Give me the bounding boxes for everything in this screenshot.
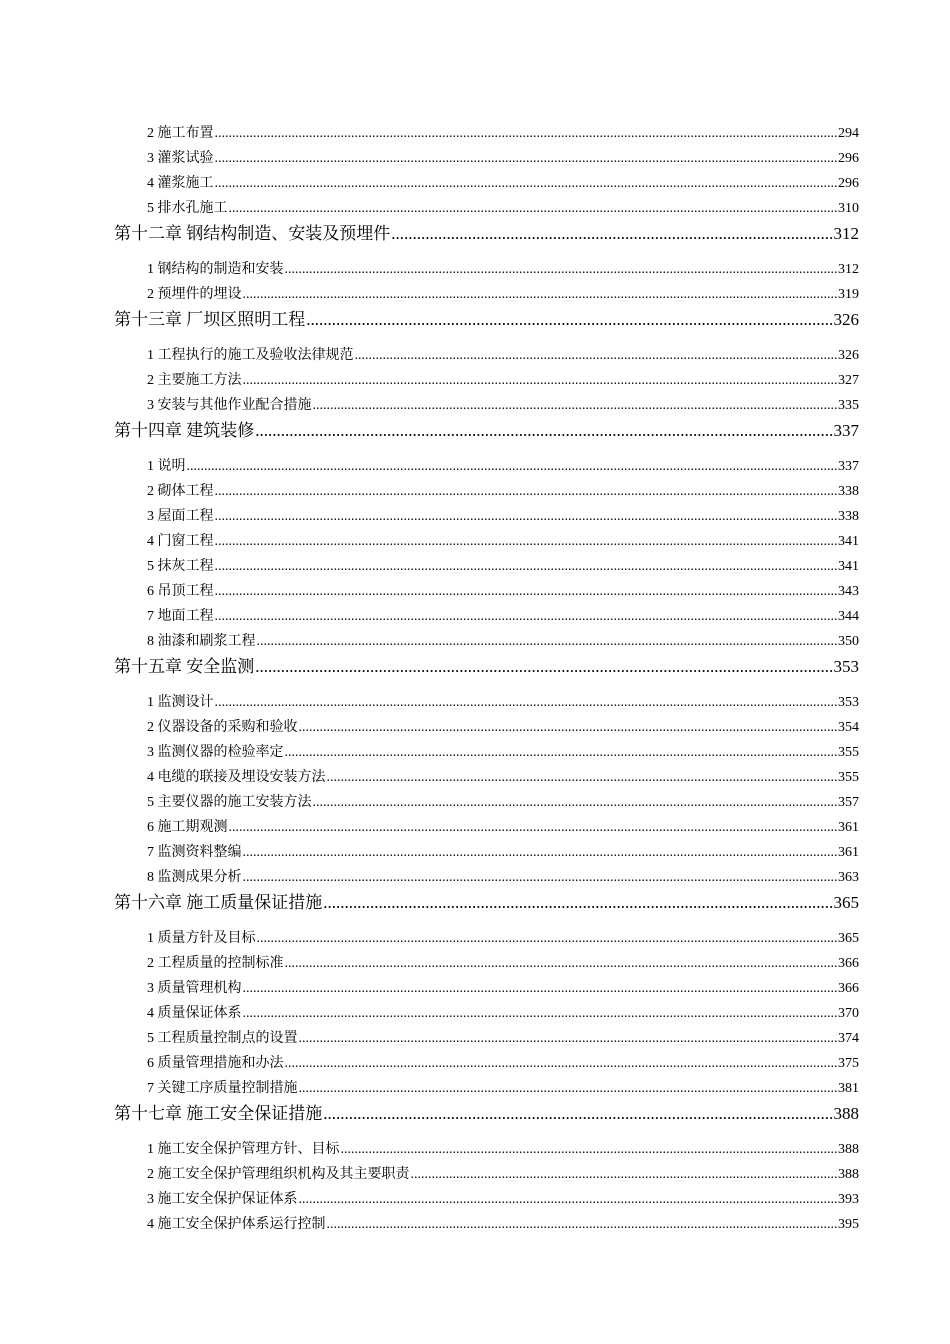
- dot-leader: [255, 655, 832, 679]
- toc-page-number: 355: [838, 745, 859, 760]
- toc-section-entry[interactable]: [147, 199, 859, 219]
- toc-page-number: 374: [838, 1031, 859, 1046]
- toc-section-entry[interactable]: [147, 868, 859, 888]
- toc-entry-title: 3 灌浆试验: [147, 151, 214, 166]
- dot-leader: [391, 222, 832, 246]
- toc-page-number: 353: [838, 695, 859, 710]
- toc-section-entry[interactable]: [147, 557, 859, 577]
- toc-section-entry[interactable]: [147, 718, 859, 738]
- dot-leader: [187, 457, 838, 477]
- dot-leader: [299, 718, 838, 738]
- toc-entry-title: 3 屋面工程: [147, 509, 214, 524]
- toc-entry-title: 3 安装与其他作业配合措施: [147, 398, 312, 413]
- toc-page-number: 388: [833, 1104, 859, 1123]
- toc-page-number: 375: [838, 1056, 859, 1071]
- toc-entry-title: 5 主要仪器的施工安装方法: [147, 795, 312, 810]
- toc-entry-title: 4 施工安全保护体系运行控制: [147, 1217, 326, 1232]
- toc-page-number: 327: [838, 373, 859, 388]
- dot-leader: [229, 199, 838, 219]
- toc-page-number: 337: [838, 459, 859, 474]
- toc-page-number: 326: [838, 348, 859, 363]
- toc-page-number: 294: [838, 126, 859, 141]
- dot-leader: [257, 632, 838, 652]
- toc-section-entry[interactable]: [147, 693, 859, 713]
- toc-section-entry[interactable]: [147, 607, 859, 627]
- toc-page-number: 337: [833, 421, 859, 440]
- toc-page-number: 343: [838, 584, 859, 599]
- toc-section-entry[interactable]: [147, 285, 859, 305]
- toc-page-number: 319: [838, 287, 859, 302]
- dot-leader: [306, 308, 832, 332]
- dot-leader: [229, 818, 838, 838]
- toc-page-number: 341: [838, 534, 859, 549]
- dot-leader: [355, 346, 838, 366]
- dot-leader: [285, 260, 838, 280]
- toc-entry-title: 1 施工安全保护管理方针、目标: [147, 1142, 340, 1157]
- toc-section-entry[interactable]: [147, 396, 859, 416]
- toc-section-entry[interactable]: [147, 1190, 859, 1210]
- toc-section-entry[interactable]: [147, 174, 859, 194]
- dot-leader: [215, 582, 838, 602]
- toc-section-entry[interactable]: [147, 818, 859, 838]
- toc-entry-title: 4 电缆的联接及埋设安装方法: [147, 770, 326, 785]
- dot-leader: [313, 793, 838, 813]
- toc-section-entry[interactable]: [147, 149, 859, 169]
- toc-section-entry[interactable]: [147, 532, 859, 552]
- toc-section-entry[interactable]: [147, 124, 859, 144]
- toc-entry-title: 第十五章 安全监测: [114, 657, 255, 676]
- toc-page-number: 338: [838, 509, 859, 524]
- toc-entry-title: 2 预埋件的埋设: [147, 287, 242, 302]
- toc-section-entry[interactable]: [147, 1079, 859, 1099]
- toc-chapter-entry[interactable]: [114, 891, 859, 915]
- dot-leader: [215, 693, 838, 713]
- toc-chapter-entry[interactable]: [114, 1102, 859, 1126]
- toc-section-entry[interactable]: [147, 954, 859, 974]
- toc-entry-title: 5 抹灰工程: [147, 559, 214, 574]
- toc-chapter-entry[interactable]: [114, 419, 859, 443]
- toc-page-number: 365: [838, 931, 859, 946]
- dot-leader: [215, 557, 838, 577]
- toc-page-number: 341: [838, 559, 859, 574]
- toc-chapter-entry[interactable]: [114, 655, 859, 679]
- toc-entry-title: 7 地面工程: [147, 609, 214, 624]
- toc-page-number: 344: [838, 609, 859, 624]
- toc-section-entry[interactable]: [147, 743, 859, 763]
- toc-entry-title: 第十三章 厂坝区照明工程: [114, 310, 306, 329]
- toc-page-number: 361: [838, 845, 859, 860]
- dot-leader: [215, 174, 838, 194]
- toc-entry-title: 1 监测设计: [147, 695, 214, 710]
- toc-entry-title: 1 质量方针及目标: [147, 931, 256, 946]
- toc-section-entry[interactable]: [147, 457, 859, 477]
- toc-page-number: 395: [838, 1217, 859, 1232]
- toc-section-entry[interactable]: [147, 843, 859, 863]
- toc-entry-title: 8 监测成果分析: [147, 870, 242, 885]
- toc-entry-title: 2 仪器设备的采购和验收: [147, 720, 298, 735]
- toc-entry-title: 2 主要施工方法: [147, 373, 242, 388]
- toc-page-number: 370: [838, 1006, 859, 1021]
- toc-entry-title: 8 油漆和刷浆工程: [147, 634, 256, 649]
- toc-section-entry[interactable]: [147, 979, 859, 999]
- toc-entry-title: 2 施工布置: [147, 126, 214, 141]
- toc-section-entry[interactable]: [147, 582, 859, 602]
- toc-section-entry[interactable]: [147, 1215, 859, 1235]
- toc-page-number: 357: [838, 795, 859, 810]
- toc-page-number: 365: [833, 893, 859, 912]
- toc-section-entry[interactable]: [147, 260, 859, 280]
- toc-section-entry[interactable]: [147, 1004, 859, 1024]
- dot-leader: [299, 1079, 838, 1099]
- toc-entry-title: 6 质量管理措施和办法: [147, 1056, 284, 1071]
- toc-section-entry[interactable]: [147, 632, 859, 652]
- toc-entry-title: 1 说明: [147, 459, 186, 474]
- toc-page-number: 350: [838, 634, 859, 649]
- toc-entry-title: 4 门窗工程: [147, 534, 214, 549]
- toc-section-entry[interactable]: [147, 482, 859, 502]
- toc-entry-title: 6 吊顶工程: [147, 584, 214, 599]
- toc-page-number: 354: [838, 720, 859, 735]
- dot-leader: [215, 124, 838, 144]
- toc-section-entry[interactable]: [147, 346, 859, 366]
- dot-leader: [327, 1215, 838, 1235]
- toc-chapter-entry[interactable]: [114, 308, 859, 332]
- dot-leader: [215, 607, 838, 627]
- dot-leader: [215, 507, 838, 527]
- toc-entry-title: 3 质量管理机构: [147, 981, 242, 996]
- toc-page-number: 296: [838, 176, 859, 191]
- toc-page-number: 353: [833, 657, 859, 676]
- toc-section-entry[interactable]: [147, 507, 859, 527]
- toc-page-number: 388: [838, 1167, 859, 1182]
- dot-leader: [257, 929, 838, 949]
- dot-leader: [243, 285, 838, 305]
- toc-entry-title: 4 灌浆施工: [147, 176, 214, 191]
- toc-entry-title: 2 施工安全保护管理组织机构及其主要职责: [147, 1167, 410, 1182]
- toc-section-entry[interactable]: [147, 1029, 859, 1049]
- dot-leader: [243, 843, 838, 863]
- toc-section-entry[interactable]: [147, 929, 859, 949]
- toc-entry-title: 7 关键工序质量控制措施: [147, 1081, 298, 1096]
- dot-leader: [243, 371, 838, 391]
- toc-page-number: 388: [838, 1142, 859, 1157]
- dot-leader: [341, 1140, 838, 1160]
- dot-leader: [411, 1165, 838, 1185]
- dot-leader: [215, 532, 838, 552]
- toc-entry-title: 1 钢结构的制造和安装: [147, 262, 284, 277]
- toc-entry-title: 第十二章 钢结构制造、安装及预埋件: [114, 224, 391, 243]
- dot-leader: [215, 149, 838, 169]
- toc-page-number: 366: [838, 956, 859, 971]
- toc-page-number: 363: [838, 870, 859, 885]
- toc-page-number: 335: [838, 398, 859, 413]
- toc-page-number: 361: [838, 820, 859, 835]
- toc-entry-title: 第十七章 施工安全保证措施: [114, 1104, 323, 1123]
- dot-leader: [285, 1054, 838, 1074]
- dot-leader: [243, 979, 838, 999]
- toc-entry-title: 3 监测仪器的检验率定: [147, 745, 284, 760]
- toc-entry-title: 5 排水孔施工: [147, 201, 228, 216]
- toc-page-number: 381: [838, 1081, 859, 1096]
- toc-entry-title: 第十六章 施工质量保证措施: [114, 893, 323, 912]
- toc-entry-title: 5 工程质量控制点的设置: [147, 1031, 298, 1046]
- toc-page-number: 355: [838, 770, 859, 785]
- dot-leader: [323, 1102, 832, 1126]
- toc-section-entry[interactable]: [147, 768, 859, 788]
- toc-chapter-entry[interactable]: [114, 222, 859, 246]
- toc-section-entry[interactable]: [147, 371, 859, 391]
- dot-leader: [323, 891, 832, 915]
- dot-leader: [313, 396, 838, 416]
- dot-leader: [285, 743, 838, 763]
- toc-page-number: 312: [838, 262, 859, 277]
- dot-leader: [299, 1190, 838, 1210]
- toc-entry-title: 7 监测资料整编: [147, 845, 242, 860]
- toc-entry-title: 4 质量保证体系: [147, 1006, 242, 1021]
- toc-entry-title: 第十四章 建筑装修: [114, 421, 255, 440]
- dot-leader: [285, 954, 838, 974]
- toc-page-number: 296: [838, 151, 859, 166]
- toc-entry-title: 3 施工安全保护保证体系: [147, 1192, 298, 1207]
- dot-leader: [243, 868, 838, 888]
- dot-leader: [243, 1004, 838, 1024]
- toc-page-number: 393: [838, 1192, 859, 1207]
- dot-leader: [215, 482, 838, 502]
- toc-entry-title: 2 砌体工程: [147, 484, 214, 499]
- toc-section-entry[interactable]: [147, 793, 859, 813]
- toc-entry-title: 1 工程执行的施工及验收法律规范: [147, 348, 354, 363]
- toc-section-entry[interactable]: [147, 1165, 859, 1185]
- toc-page-number: 312: [833, 224, 859, 243]
- toc-section-entry[interactable]: [147, 1054, 859, 1074]
- toc-entry-title: 2 工程质量的控制标准: [147, 956, 284, 971]
- toc-page-number: 310: [838, 201, 859, 216]
- dot-leader: [299, 1029, 838, 1049]
- dot-leader: [255, 419, 832, 443]
- toc-page-number: 338: [838, 484, 859, 499]
- toc-section-entry[interactable]: [147, 1140, 859, 1160]
- toc-page-number: 326: [833, 310, 859, 329]
- dot-leader: [327, 768, 838, 788]
- toc-entry-title: 6 施工期观测: [147, 820, 228, 835]
- toc-page-number: 366: [838, 981, 859, 996]
